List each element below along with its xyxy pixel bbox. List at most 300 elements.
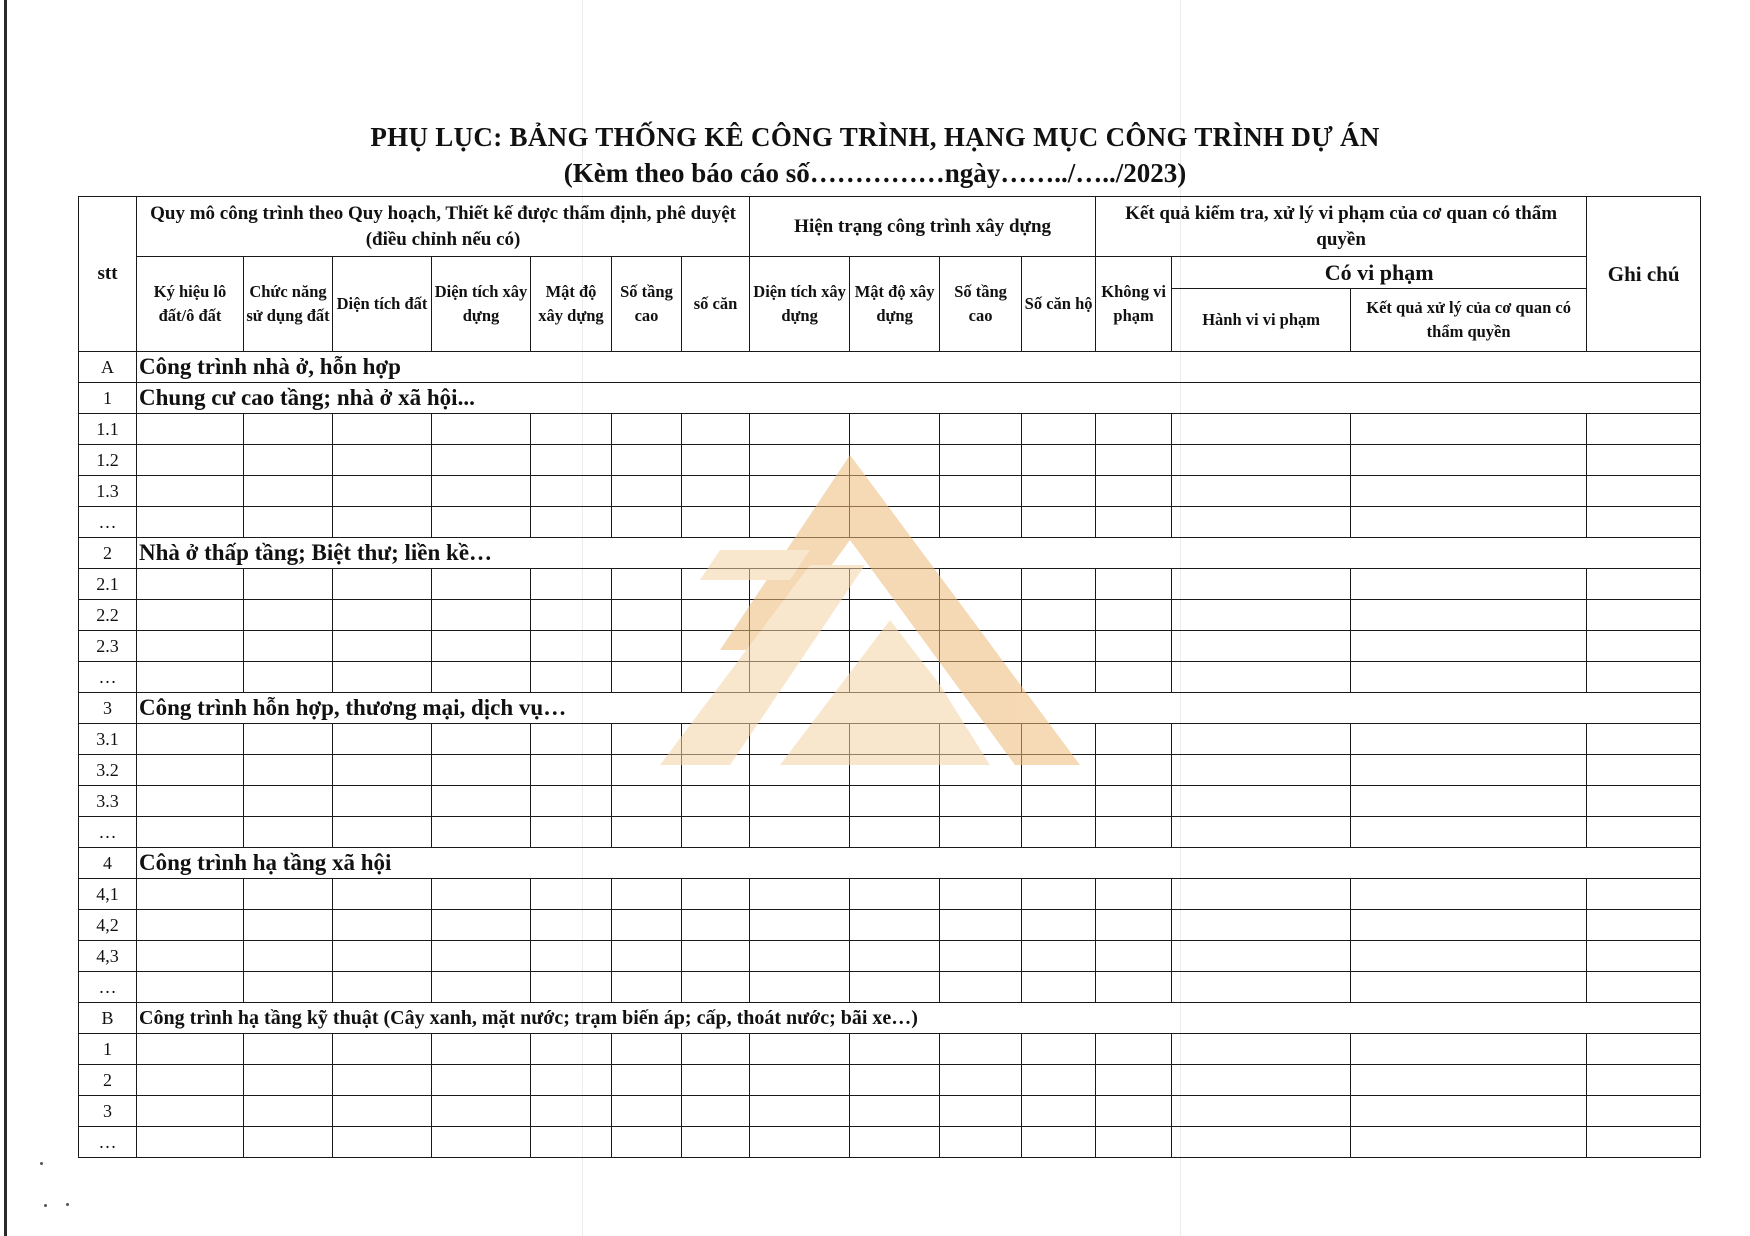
table-cell[interactable] [750,569,850,600]
table-cell[interactable] [1172,414,1351,445]
table-cell[interactable] [850,476,940,507]
table-cell[interactable] [333,817,432,848]
table-cell[interactable] [750,600,850,631]
table-cell[interactable] [244,507,333,538]
table-cell[interactable] [1022,817,1096,848]
table-cell[interactable] [1351,476,1587,507]
table-cell[interactable] [612,1065,682,1096]
table-cell[interactable] [531,414,612,445]
table-cell[interactable] [850,445,940,476]
table-cell[interactable] [333,507,432,538]
table-cell[interactable] [682,445,750,476]
table-cell[interactable] [850,1127,940,1158]
table-cell[interactable] [244,755,333,786]
table-cell[interactable] [333,662,432,693]
table-cell[interactable] [1172,910,1351,941]
table-cell[interactable] [612,569,682,600]
table-cell[interactable] [850,879,940,910]
table-cell[interactable] [1351,786,1587,817]
table-cell[interactable] [1096,414,1172,445]
table-cell[interactable] [1351,445,1587,476]
table-cell[interactable] [432,1096,531,1127]
table-cell[interactable] [244,910,333,941]
table-cell[interactable] [244,414,333,445]
table-cell[interactable] [1172,1065,1351,1096]
table-cell[interactable] [850,941,940,972]
table-cell[interactable] [1587,817,1701,848]
table-cell[interactable] [432,600,531,631]
table-cell[interactable] [333,600,432,631]
table-cell[interactable] [244,724,333,755]
table-cell[interactable] [1351,817,1587,848]
table-cell[interactable] [432,879,531,910]
table-cell[interactable] [137,1127,244,1158]
table-cell[interactable] [682,1034,750,1065]
table-cell[interactable] [1172,755,1351,786]
table-cell[interactable] [1172,1034,1351,1065]
table-cell[interactable] [1172,476,1351,507]
table-cell[interactable] [137,879,244,910]
table-cell[interactable] [612,1096,682,1127]
table-cell[interactable] [137,569,244,600]
table-cell[interactable] [750,507,850,538]
table-cell[interactable] [531,879,612,910]
table-cell[interactable] [612,414,682,445]
table-cell[interactable] [940,1127,1022,1158]
table-cell[interactable] [1096,600,1172,631]
table-cell[interactable] [940,910,1022,941]
table-cell[interactable] [137,662,244,693]
table-cell[interactable] [1172,507,1351,538]
table-cell[interactable] [940,755,1022,786]
table-cell[interactable] [531,507,612,538]
table-cell[interactable] [612,445,682,476]
table-cell[interactable] [1587,600,1701,631]
table-cell[interactable] [612,631,682,662]
table-cell[interactable] [940,507,1022,538]
table-cell[interactable] [137,631,244,662]
table-cell[interactable] [1351,1096,1587,1127]
table-cell[interactable] [612,910,682,941]
table-cell[interactable] [1172,631,1351,662]
table-cell[interactable] [531,941,612,972]
table-cell[interactable] [850,817,940,848]
table-cell[interactable] [850,569,940,600]
table-cell[interactable] [137,414,244,445]
table-cell[interactable] [333,1065,432,1096]
table-cell[interactable] [750,910,850,941]
table-cell[interactable] [940,414,1022,445]
table-cell[interactable] [1022,507,1096,538]
table-cell[interactable] [750,445,850,476]
table-cell[interactable] [940,1034,1022,1065]
table-cell[interactable] [1172,662,1351,693]
table-cell[interactable] [940,972,1022,1003]
table-cell[interactable] [1351,1065,1587,1096]
table-cell[interactable] [1022,476,1096,507]
table-cell[interactable] [940,879,1022,910]
table-cell[interactable] [612,972,682,1003]
table-cell[interactable] [612,817,682,848]
table-cell[interactable] [1587,910,1701,941]
table-cell[interactable] [1022,910,1096,941]
table-cell[interactable] [531,755,612,786]
table-cell[interactable] [940,445,1022,476]
table-cell[interactable] [612,941,682,972]
table-cell[interactable] [612,662,682,693]
table-cell[interactable] [850,910,940,941]
table-cell[interactable] [432,1065,531,1096]
table-cell[interactable] [333,1034,432,1065]
table-cell[interactable] [940,786,1022,817]
table-cell[interactable] [750,941,850,972]
table-cell[interactable] [1172,445,1351,476]
table-cell[interactable] [1351,972,1587,1003]
table-cell[interactable] [137,786,244,817]
table-cell[interactable] [750,662,850,693]
table-cell[interactable] [137,910,244,941]
table-cell[interactable] [682,755,750,786]
table-cell[interactable] [682,600,750,631]
table-cell[interactable] [244,1096,333,1127]
table-cell[interactable] [432,972,531,1003]
table-cell[interactable] [1096,1127,1172,1158]
table-cell[interactable] [1351,569,1587,600]
table-cell[interactable] [1096,879,1172,910]
table-cell[interactable] [850,1065,940,1096]
table-cell[interactable] [612,879,682,910]
table-cell[interactable] [850,1096,940,1127]
table-cell[interactable] [750,879,850,910]
table-cell[interactable] [244,445,333,476]
table-cell[interactable] [1022,414,1096,445]
table-cell[interactable] [1351,1127,1587,1158]
table-cell[interactable] [750,414,850,445]
table-cell[interactable] [750,1065,850,1096]
table-cell[interactable] [1587,1065,1701,1096]
table-cell[interactable] [531,476,612,507]
table-cell[interactable] [1172,1096,1351,1127]
table-cell[interactable] [1587,755,1701,786]
table-cell[interactable] [1587,1034,1701,1065]
table-cell[interactable] [531,1127,612,1158]
table-cell[interactable] [1587,1127,1701,1158]
table-cell[interactable] [1587,879,1701,910]
table-cell[interactable] [750,817,850,848]
table-cell[interactable] [940,817,1022,848]
table-cell[interactable] [612,724,682,755]
table-cell[interactable] [432,414,531,445]
table-cell[interactable] [432,507,531,538]
table-cell[interactable] [432,724,531,755]
table-cell[interactable] [682,569,750,600]
table-cell[interactable] [612,755,682,786]
table-cell[interactable] [244,786,333,817]
table-cell[interactable] [432,445,531,476]
table-cell[interactable] [1096,476,1172,507]
table-cell[interactable] [333,1096,432,1127]
table-cell[interactable] [1096,724,1172,755]
table-cell[interactable] [682,1096,750,1127]
table-cell[interactable] [1351,507,1587,538]
table-cell[interactable] [940,600,1022,631]
table-cell[interactable] [1022,755,1096,786]
table-cell[interactable] [682,972,750,1003]
table-cell[interactable] [1096,1034,1172,1065]
table-cell[interactable] [750,786,850,817]
table-cell[interactable] [1172,786,1351,817]
table-cell[interactable] [1172,941,1351,972]
table-cell[interactable] [333,724,432,755]
table-cell[interactable] [244,476,333,507]
table-cell[interactable] [1587,724,1701,755]
table-cell[interactable] [940,569,1022,600]
table-cell[interactable] [531,569,612,600]
table-cell[interactable] [531,631,612,662]
table-cell[interactable] [244,600,333,631]
table-cell[interactable] [1351,1034,1587,1065]
table-cell[interactable] [1096,910,1172,941]
table-cell[interactable] [531,1096,612,1127]
table-cell[interactable] [137,941,244,972]
table-cell[interactable] [531,1065,612,1096]
table-cell[interactable] [1096,817,1172,848]
table-cell[interactable] [333,941,432,972]
table-cell[interactable] [682,786,750,817]
table-cell[interactable] [333,755,432,786]
table-cell[interactable] [531,817,612,848]
table-cell[interactable] [682,662,750,693]
table-cell[interactable] [682,724,750,755]
table-cell[interactable] [137,1096,244,1127]
table-cell[interactable] [682,507,750,538]
table-cell[interactable] [244,1127,333,1158]
table-cell[interactable] [432,631,531,662]
table-cell[interactable] [682,910,750,941]
table-cell[interactable] [137,600,244,631]
table-cell[interactable] [531,600,612,631]
table-cell[interactable] [682,941,750,972]
table-cell[interactable] [1022,786,1096,817]
table-cell[interactable] [333,786,432,817]
table-cell[interactable] [1096,445,1172,476]
table-cell[interactable] [531,972,612,1003]
table-cell[interactable] [850,786,940,817]
table-cell[interactable] [137,1065,244,1096]
table-cell[interactable] [531,1034,612,1065]
table-cell[interactable] [850,755,940,786]
table-cell[interactable] [1351,662,1587,693]
table-cell[interactable] [850,507,940,538]
table-cell[interactable] [1096,662,1172,693]
table-cell[interactable] [850,662,940,693]
table-cell[interactable] [531,910,612,941]
table-cell[interactable] [1022,1096,1096,1127]
table-cell[interactable] [244,631,333,662]
table-cell[interactable] [1096,941,1172,972]
table-cell[interactable] [1172,569,1351,600]
table-cell[interactable] [531,662,612,693]
table-cell[interactable] [1351,879,1587,910]
table-cell[interactable] [1096,1096,1172,1127]
table-cell[interactable] [850,600,940,631]
table-cell[interactable] [244,972,333,1003]
table-cell[interactable] [940,1065,1022,1096]
table-cell[interactable] [612,476,682,507]
table-cell[interactable] [432,662,531,693]
table-cell[interactable] [244,569,333,600]
table-cell[interactable] [682,1127,750,1158]
table-cell[interactable] [137,724,244,755]
table-cell[interactable] [850,414,940,445]
table-cell[interactable] [750,631,850,662]
table-cell[interactable] [1172,879,1351,910]
table-cell[interactable] [244,817,333,848]
table-cell[interactable] [531,724,612,755]
table-cell[interactable] [750,1127,850,1158]
table-cell[interactable] [333,972,432,1003]
table-cell[interactable] [682,414,750,445]
table-cell[interactable] [244,879,333,910]
table-cell[interactable] [682,476,750,507]
table-cell[interactable] [1587,414,1701,445]
table-cell[interactable] [1022,879,1096,910]
table-cell[interactable] [333,879,432,910]
table-cell[interactable] [1096,755,1172,786]
table-cell[interactable] [1172,817,1351,848]
table-cell[interactable] [432,786,531,817]
table-cell[interactable] [137,817,244,848]
table-cell[interactable] [1096,972,1172,1003]
table-cell[interactable] [1022,631,1096,662]
table-cell[interactable] [1351,755,1587,786]
table-cell[interactable] [333,1127,432,1158]
table-cell[interactable] [750,755,850,786]
table-cell[interactable] [682,817,750,848]
table-cell[interactable] [612,600,682,631]
table-cell[interactable] [612,786,682,817]
table-cell[interactable] [1022,1065,1096,1096]
table-cell[interactable] [137,972,244,1003]
table-cell[interactable] [1096,569,1172,600]
table-cell[interactable] [1096,786,1172,817]
table-cell[interactable] [244,1034,333,1065]
table-cell[interactable] [940,662,1022,693]
table-cell[interactable] [137,445,244,476]
table-cell[interactable] [682,1065,750,1096]
table-cell[interactable] [1351,631,1587,662]
table-cell[interactable] [1096,507,1172,538]
table-cell[interactable] [333,476,432,507]
table-cell[interactable] [1351,414,1587,445]
table-cell[interactable] [940,1096,1022,1127]
table-cell[interactable] [1022,600,1096,631]
table-cell[interactable] [750,476,850,507]
table-cell[interactable] [1022,1127,1096,1158]
table-cell[interactable] [1351,941,1587,972]
table-cell[interactable] [1022,1034,1096,1065]
table-cell[interactable] [612,507,682,538]
table-cell[interactable] [1587,972,1701,1003]
table-cell[interactable] [1096,1065,1172,1096]
table-cell[interactable] [1022,972,1096,1003]
table-cell[interactable] [682,879,750,910]
table-cell[interactable] [1587,941,1701,972]
table-cell[interactable] [531,445,612,476]
table-cell[interactable] [750,724,850,755]
table-cell[interactable] [1096,631,1172,662]
table-cell[interactable] [940,476,1022,507]
table-cell[interactable] [1172,1127,1351,1158]
table-cell[interactable] [137,476,244,507]
table-cell[interactable] [1587,476,1701,507]
table-cell[interactable] [1022,724,1096,755]
table-cell[interactable] [333,631,432,662]
table-cell[interactable] [244,941,333,972]
table-cell[interactable] [432,1034,531,1065]
table-cell[interactable] [1587,445,1701,476]
table-cell[interactable] [612,1034,682,1065]
table-cell[interactable] [750,1096,850,1127]
table-cell[interactable] [1587,1096,1701,1127]
table-cell[interactable] [432,1127,531,1158]
table-cell[interactable] [1172,724,1351,755]
table-cell[interactable] [1172,972,1351,1003]
table-cell[interactable] [940,941,1022,972]
table-cell[interactable] [850,631,940,662]
table-cell[interactable] [137,755,244,786]
table-cell[interactable] [850,972,940,1003]
table-cell[interactable] [1587,631,1701,662]
table-cell[interactable] [1022,445,1096,476]
table-cell[interactable] [850,724,940,755]
table-cell[interactable] [612,1127,682,1158]
table-cell[interactable] [333,910,432,941]
table-cell[interactable] [244,662,333,693]
table-cell[interactable] [333,414,432,445]
table-cell[interactable] [531,786,612,817]
table-cell[interactable] [1351,600,1587,631]
table-cell[interactable] [432,817,531,848]
table-cell[interactable] [750,972,850,1003]
table-cell[interactable] [1587,786,1701,817]
table-cell[interactable] [850,1034,940,1065]
table-cell[interactable] [432,910,531,941]
table-cell[interactable] [940,631,1022,662]
table-cell[interactable] [137,1034,244,1065]
table-cell[interactable] [1022,569,1096,600]
table-cell[interactable] [244,1065,333,1096]
table-cell[interactable] [682,631,750,662]
table-cell[interactable] [137,507,244,538]
table-cell[interactable] [1587,507,1701,538]
table-cell[interactable] [750,1034,850,1065]
table-cell[interactable] [1172,600,1351,631]
table-cell[interactable] [432,941,531,972]
table-cell[interactable] [1351,910,1587,941]
table-cell[interactable] [1022,662,1096,693]
table-cell[interactable] [1351,724,1587,755]
table-cell[interactable] [432,569,531,600]
table-cell[interactable] [1587,662,1701,693]
table-cell[interactable] [432,476,531,507]
table-cell[interactable] [940,724,1022,755]
table-cell[interactable] [333,445,432,476]
table-cell[interactable] [432,755,531,786]
table-cell[interactable] [333,569,432,600]
table-cell[interactable] [1587,569,1701,600]
table-cell[interactable] [1022,941,1096,972]
